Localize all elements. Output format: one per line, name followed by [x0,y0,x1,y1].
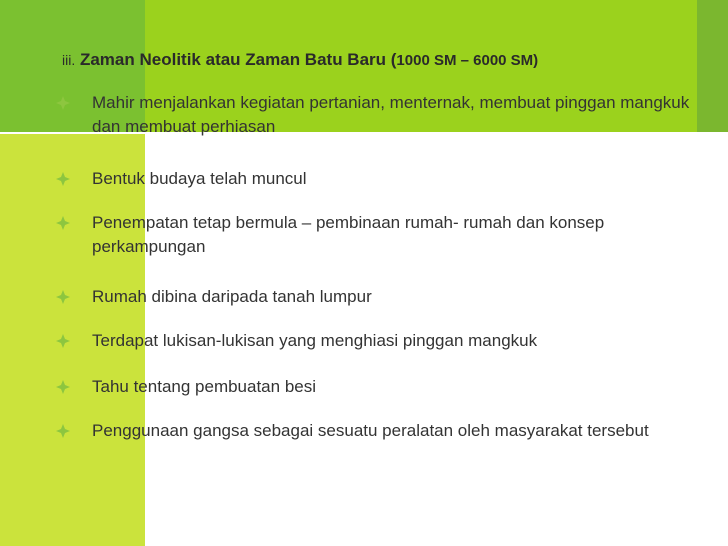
diamond-bullet-icon [56,172,70,186]
title-main: Zaman Neolitik atau Zaman Batu Baru ( [79,50,397,69]
diamond-bullet-icon [56,216,70,230]
diamond-bullet-icon [56,334,70,348]
title-range: 1000 SM – 6000 SM) [396,52,539,69]
list-item-text: Terdapat lukisan-lukisan yang menghiasi pinggan mangkuk [92,331,538,350]
slide-title [62,50,702,70]
list-item-text: Penggunaan gangsa sebagai sesuatu peralatan oleh masyarakat tersebut [92,421,649,440]
title-prefix: iii. [62,52,76,68]
list-item-text: Bentuk budaya telah muncul [92,169,307,188]
diamond-bullet-icon [56,290,70,304]
diamond-bullet-icon [56,380,70,394]
list-item-text: Tahu tentang pembuatan besi [92,377,317,396]
diamond-bullet-icon [56,424,70,438]
diamond-bullet-icon [56,96,70,110]
list-item-text: Rumah dibina daripada tanah lumpur [92,287,372,306]
list-item-text: Mahir menjalankan kegiatan pertanian, menternak, membuat pinggan mangkuk dan membuat perhiasan [92,93,690,136]
list-item-text: Penempatan tetap bermula – pembinaan rumah- rumah dan konsep perkampungan [92,213,605,256]
